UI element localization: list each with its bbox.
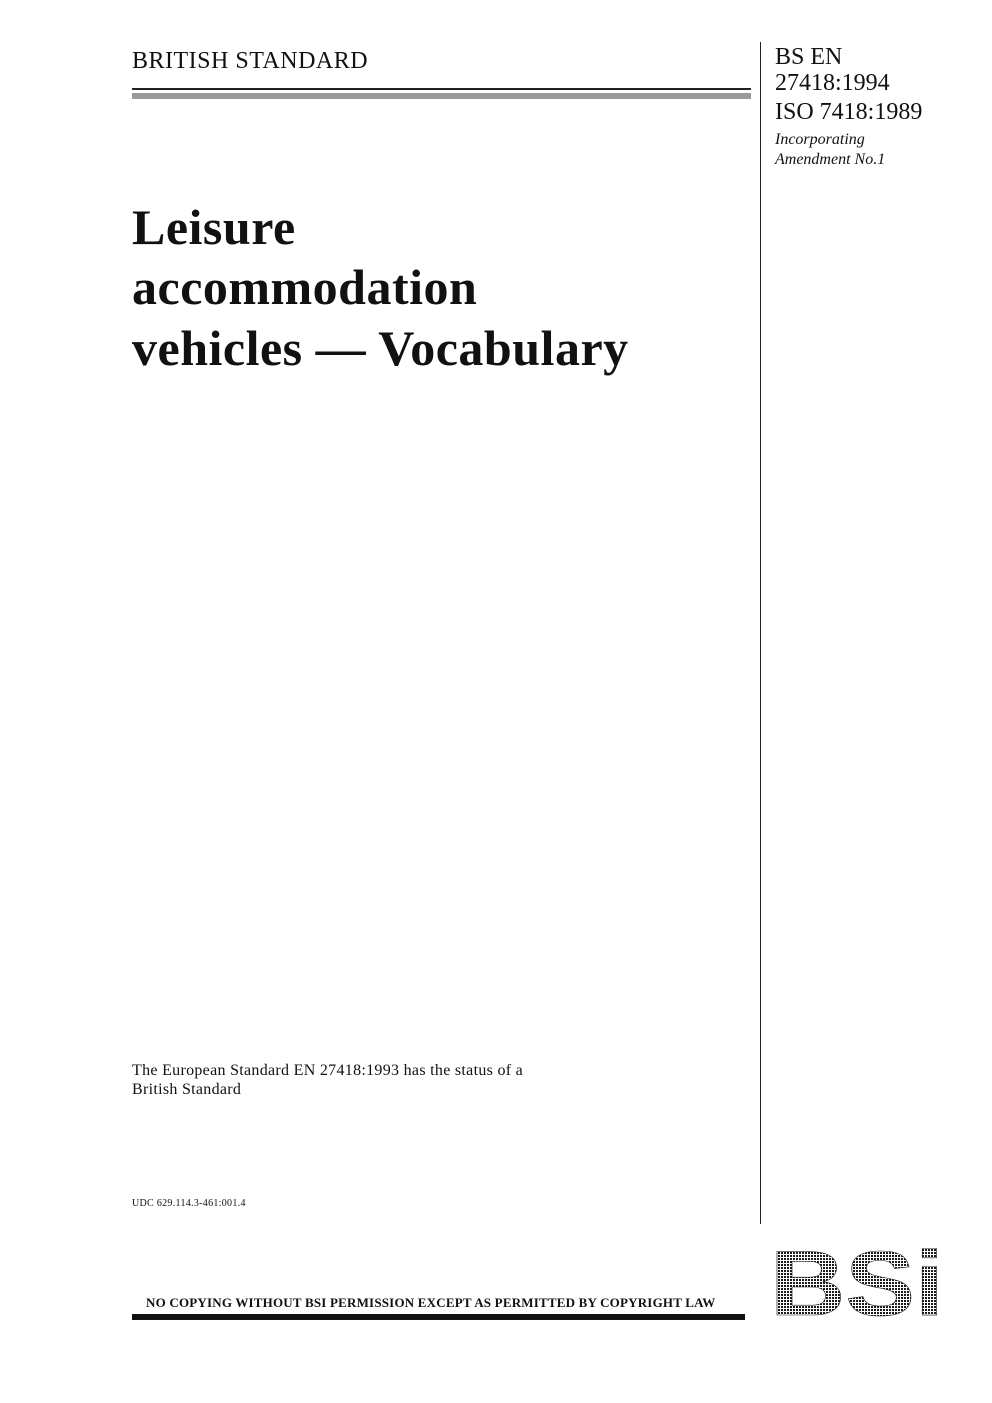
status-note-line-2: British Standard — [132, 1081, 242, 1098]
bsi-logo — [769, 1243, 945, 1321]
standard-id-en-number: 27418:1994 — [775, 70, 890, 96]
bsi-logo-text: BSi — [770, 1243, 944, 1321]
amendment-note-line-2: Amendment No.1 — [775, 151, 886, 168]
copyright-notice: NO COPYING WITHOUT BSI PERMISSION EXCEPT AS PERMITTED BY COPYRIGHT LAW — [146, 1295, 716, 1310]
document-title-line-2: accommodation — [132, 259, 478, 315]
amendment-note-line-1: Incorporating — [775, 131, 865, 148]
header-label: BRITISH STANDARD — [132, 48, 369, 74]
status-note-line-1: The European Standard EN 27418:1993 has the status of a — [132, 1062, 524, 1079]
udc-code: UDC 629.114.3-461:001.4 — [132, 1198, 246, 1209]
footer-bar — [132, 1314, 745, 1320]
standard-id-iso: ISO 7418:1989 — [775, 99, 923, 125]
header-rule-thick — [132, 93, 751, 99]
standard-id-bs-en: BS EN — [775, 44, 843, 70]
header-rule-thin — [132, 88, 751, 90]
column-divider — [760, 42, 761, 1224]
document-title-line-3: vehicles — Vocabulary — [132, 320, 629, 376]
document-title-line-1: Leisure — [132, 199, 296, 255]
